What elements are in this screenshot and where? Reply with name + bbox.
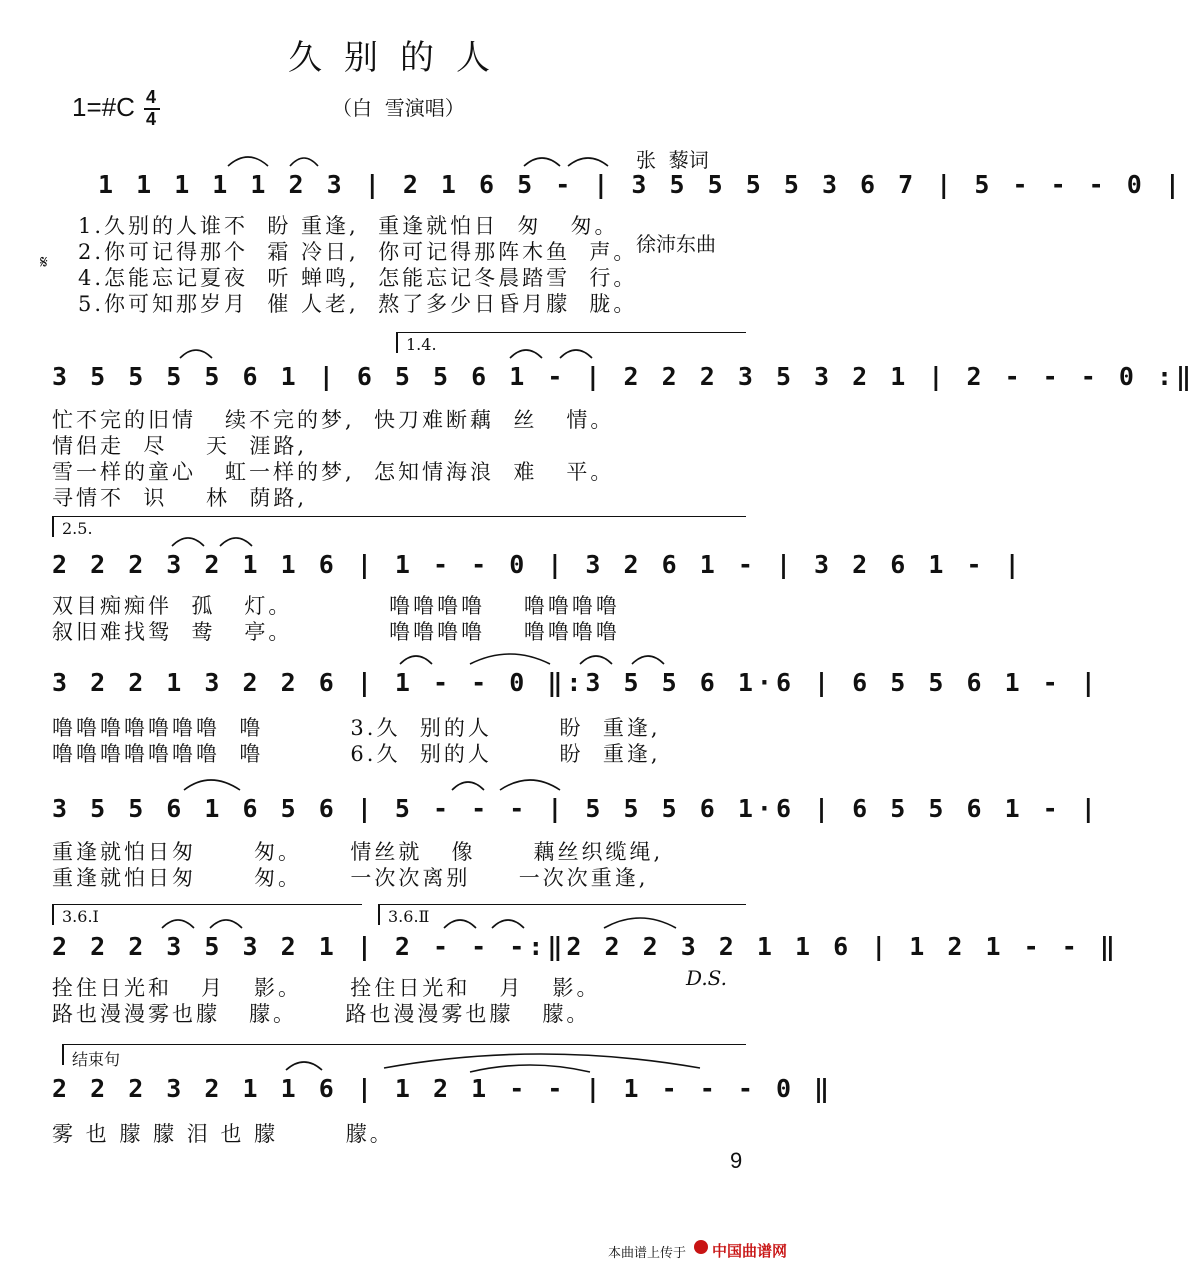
lyric-line: 5.你可知那岁月 催 人老, 熬了多少日昏月朦 胧。 (78, 292, 638, 316)
slur (500, 780, 560, 790)
slur (632, 656, 664, 664)
song-title: 久别的人 (288, 38, 512, 78)
slur (228, 157, 268, 166)
lyric-line: 双目痴痴伴 孤 灯。 噜噜噜噜 噜噜噜噜 (52, 594, 620, 618)
notation-line: 3 5 5 6 1 6 5 6 | 5 - - - | 5 5 5 6 1·6 | 6 5 5 6 1 - | (52, 794, 1100, 823)
lyric-line: 2.你可记得那个 霜 冷日, 你可记得那阵木鱼 声。 (78, 240, 638, 264)
volta-bracket: 2.5. (52, 516, 746, 537)
time-signature-bottom: 4 (146, 109, 157, 129)
slur (162, 920, 194, 928)
slur (580, 656, 612, 664)
slur (492, 920, 524, 928)
lyric-line: 雾 也 朦 朦 泪 也 朦 朦。 (52, 1122, 394, 1146)
site-logo-icon (694, 1240, 708, 1254)
slur (286, 1062, 322, 1070)
lyric-line: 忙不完的旧情 续不完的梦, 快刀难断藕 丝 情。 (52, 408, 615, 432)
lyric-line: 拴住日光和 月 影。 拴住日光和 月 影。 (52, 976, 601, 1000)
slur (290, 158, 318, 166)
notation-line: 2 2 2 3 2 1 1 6 | 1 2 1 - - | 1 - - - 0 ‖ (52, 1074, 834, 1103)
footer-note: 本曲谱上传于 (608, 1245, 687, 1260)
slur (184, 780, 240, 790)
lyric-line: 重逢就怕日匆 匆。 一次次离别 一次次重逢, (52, 866, 649, 890)
slur (400, 656, 432, 664)
slur (172, 538, 204, 546)
slur (510, 350, 542, 358)
ds-mark: D.S. (686, 966, 728, 990)
lyric-line: 情侣走 尽 天 涯路, (52, 434, 308, 458)
slur (568, 158, 608, 166)
lyric-line: 叙旧难找鸳 鸯 亭。 噜噜噜噜 噜噜噜噜 (52, 620, 620, 644)
slur (180, 350, 212, 358)
volta-bracket: 1.4. (396, 332, 746, 353)
slur (470, 1065, 590, 1072)
volta-bracket-1: 3.6.Ⅰ (52, 904, 362, 925)
site-brand: 中国曲谱网 (712, 1243, 788, 1260)
notation-line: 3 2 2 1 3 2 2 6 | 1 - - 0 ‖:3 5 5 6 1·6 | 6 5 5 6 1 - | (52, 668, 1100, 697)
lyricist-credit: 张 藜词 (636, 148, 709, 172)
slur (452, 782, 484, 790)
page-number: 9 (730, 1148, 743, 1173)
time-signature-top: 4 (146, 87, 157, 107)
lyric-line: 噜噜噜噜噜噜噜 噜 6.久 别的人 盼 重逢, (52, 742, 661, 766)
slur (560, 350, 592, 358)
notation-line: 2 2 2 3 5 3 2 1 | 2 - - -:‖2 2 2 3 2 1 1 6 | 1 2 1 - - ‖ (52, 932, 1119, 961)
volta-bracket: 结束句 (62, 1044, 746, 1065)
lyric-line: 重逢就怕日匆 匆。 情丝就 像 藕丝织缆绳, (52, 840, 664, 864)
slur (220, 538, 252, 546)
lyric-line: 噜噜噜噜噜噜噜 噜 3.久 别的人 盼 重逢, (52, 716, 661, 740)
slur (524, 158, 560, 166)
slur (210, 920, 242, 928)
notation-line: 1 1 1 1 1 2 3 | 2 1 6 5 - | 3 5 5 5 5 3 6 7 | 5 - - - 0 | (98, 170, 1184, 199)
lyric-line: 寻情不 识 林 荫路, (52, 486, 308, 510)
notation-line: 3 5 5 5 5 6 1 | 6 5 5 6 1 - | 2 2 2 3 5 3 2 1 | 2 - - - 0 :‖ (52, 362, 1195, 391)
notation-line: 2 2 2 3 2 1 1 6 | 1 - - 0 | 3 2 6 1 - | 3 2 6 1 - | (52, 550, 1024, 579)
segno-mark: 𝄋 (40, 252, 48, 273)
lyric-line: 路也漫漫雾也朦 朦。 路也漫漫雾也朦 朦。 (52, 1002, 591, 1026)
slur (444, 920, 476, 928)
volta-bracket-2: 3.6.Ⅱ (378, 904, 746, 925)
lyric-line: 4.怎能忘记夏夜 听 蝉鸣, 怎能忘记冬晨踏雪 行。 (78, 266, 638, 290)
key-signature: 1=#C (72, 92, 135, 122)
composer-credit: 徐沛东曲 (636, 232, 716, 256)
slur (604, 918, 676, 928)
slur (470, 654, 550, 664)
performer-note: （白 雪演唱） (332, 96, 465, 120)
lyric-line: 1.久别的人谁不 盼 重逢, 重逢就怕日 匆 匆。 (78, 214, 619, 238)
lyric-line: 雪一样的童心 虹一样的梦, 怎知情海浪 难 平。 (52, 460, 615, 484)
